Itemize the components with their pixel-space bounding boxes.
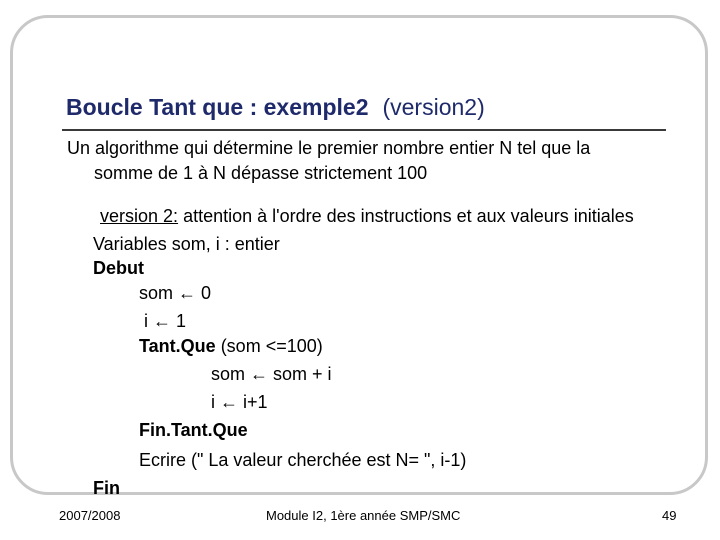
- slide-title: [66, 94, 485, 121]
- tantque-keyword: Tant.Que: [139, 336, 216, 356]
- version-text: attention à l'ordre des instructions et aux valeurs initiales: [183, 206, 634, 226]
- slide-title-main: Boucle Tant que : exemple2: [66, 94, 369, 120]
- intro-line-1: Un algorithme qui détermine le premier nombre entier N tel que la: [67, 138, 591, 158]
- code-som-update: som ← som + i: [211, 364, 332, 384]
- debut-keyword: Debut: [93, 258, 144, 278]
- version-label: version 2:: [100, 206, 179, 226]
- fin-keyword: Fin: [93, 478, 120, 498]
- ecrire-line: Ecrire (" La valeur cherchée est N= ", i-1): [139, 450, 467, 470]
- fin-tantque-keyword: Fin.Tant.Que: [139, 420, 248, 440]
- code-i-update: i ← i+1: [211, 392, 268, 412]
- variables-line: Variables som, i : entier: [93, 234, 280, 254]
- code-i-init: i ← 1: [144, 311, 187, 331]
- intro-line-2: somme de 1 à N dépasse strictement 100: [94, 163, 428, 183]
- footer-date: 2007/2008: [59, 508, 121, 523]
- footer-module: Module I2, 1ère année SMP/SMC: [266, 508, 461, 523]
- footer-page-number: 49: [662, 508, 677, 523]
- version-line: [100, 204, 634, 228]
- title-divider: [62, 129, 666, 131]
- slide-title-sub: (version2): [382, 94, 485, 120]
- tantque-line: [139, 334, 323, 358]
- tantque-condition: (som <=100): [220, 336, 323, 356]
- code-som-init: som ← 0: [139, 283, 212, 303]
